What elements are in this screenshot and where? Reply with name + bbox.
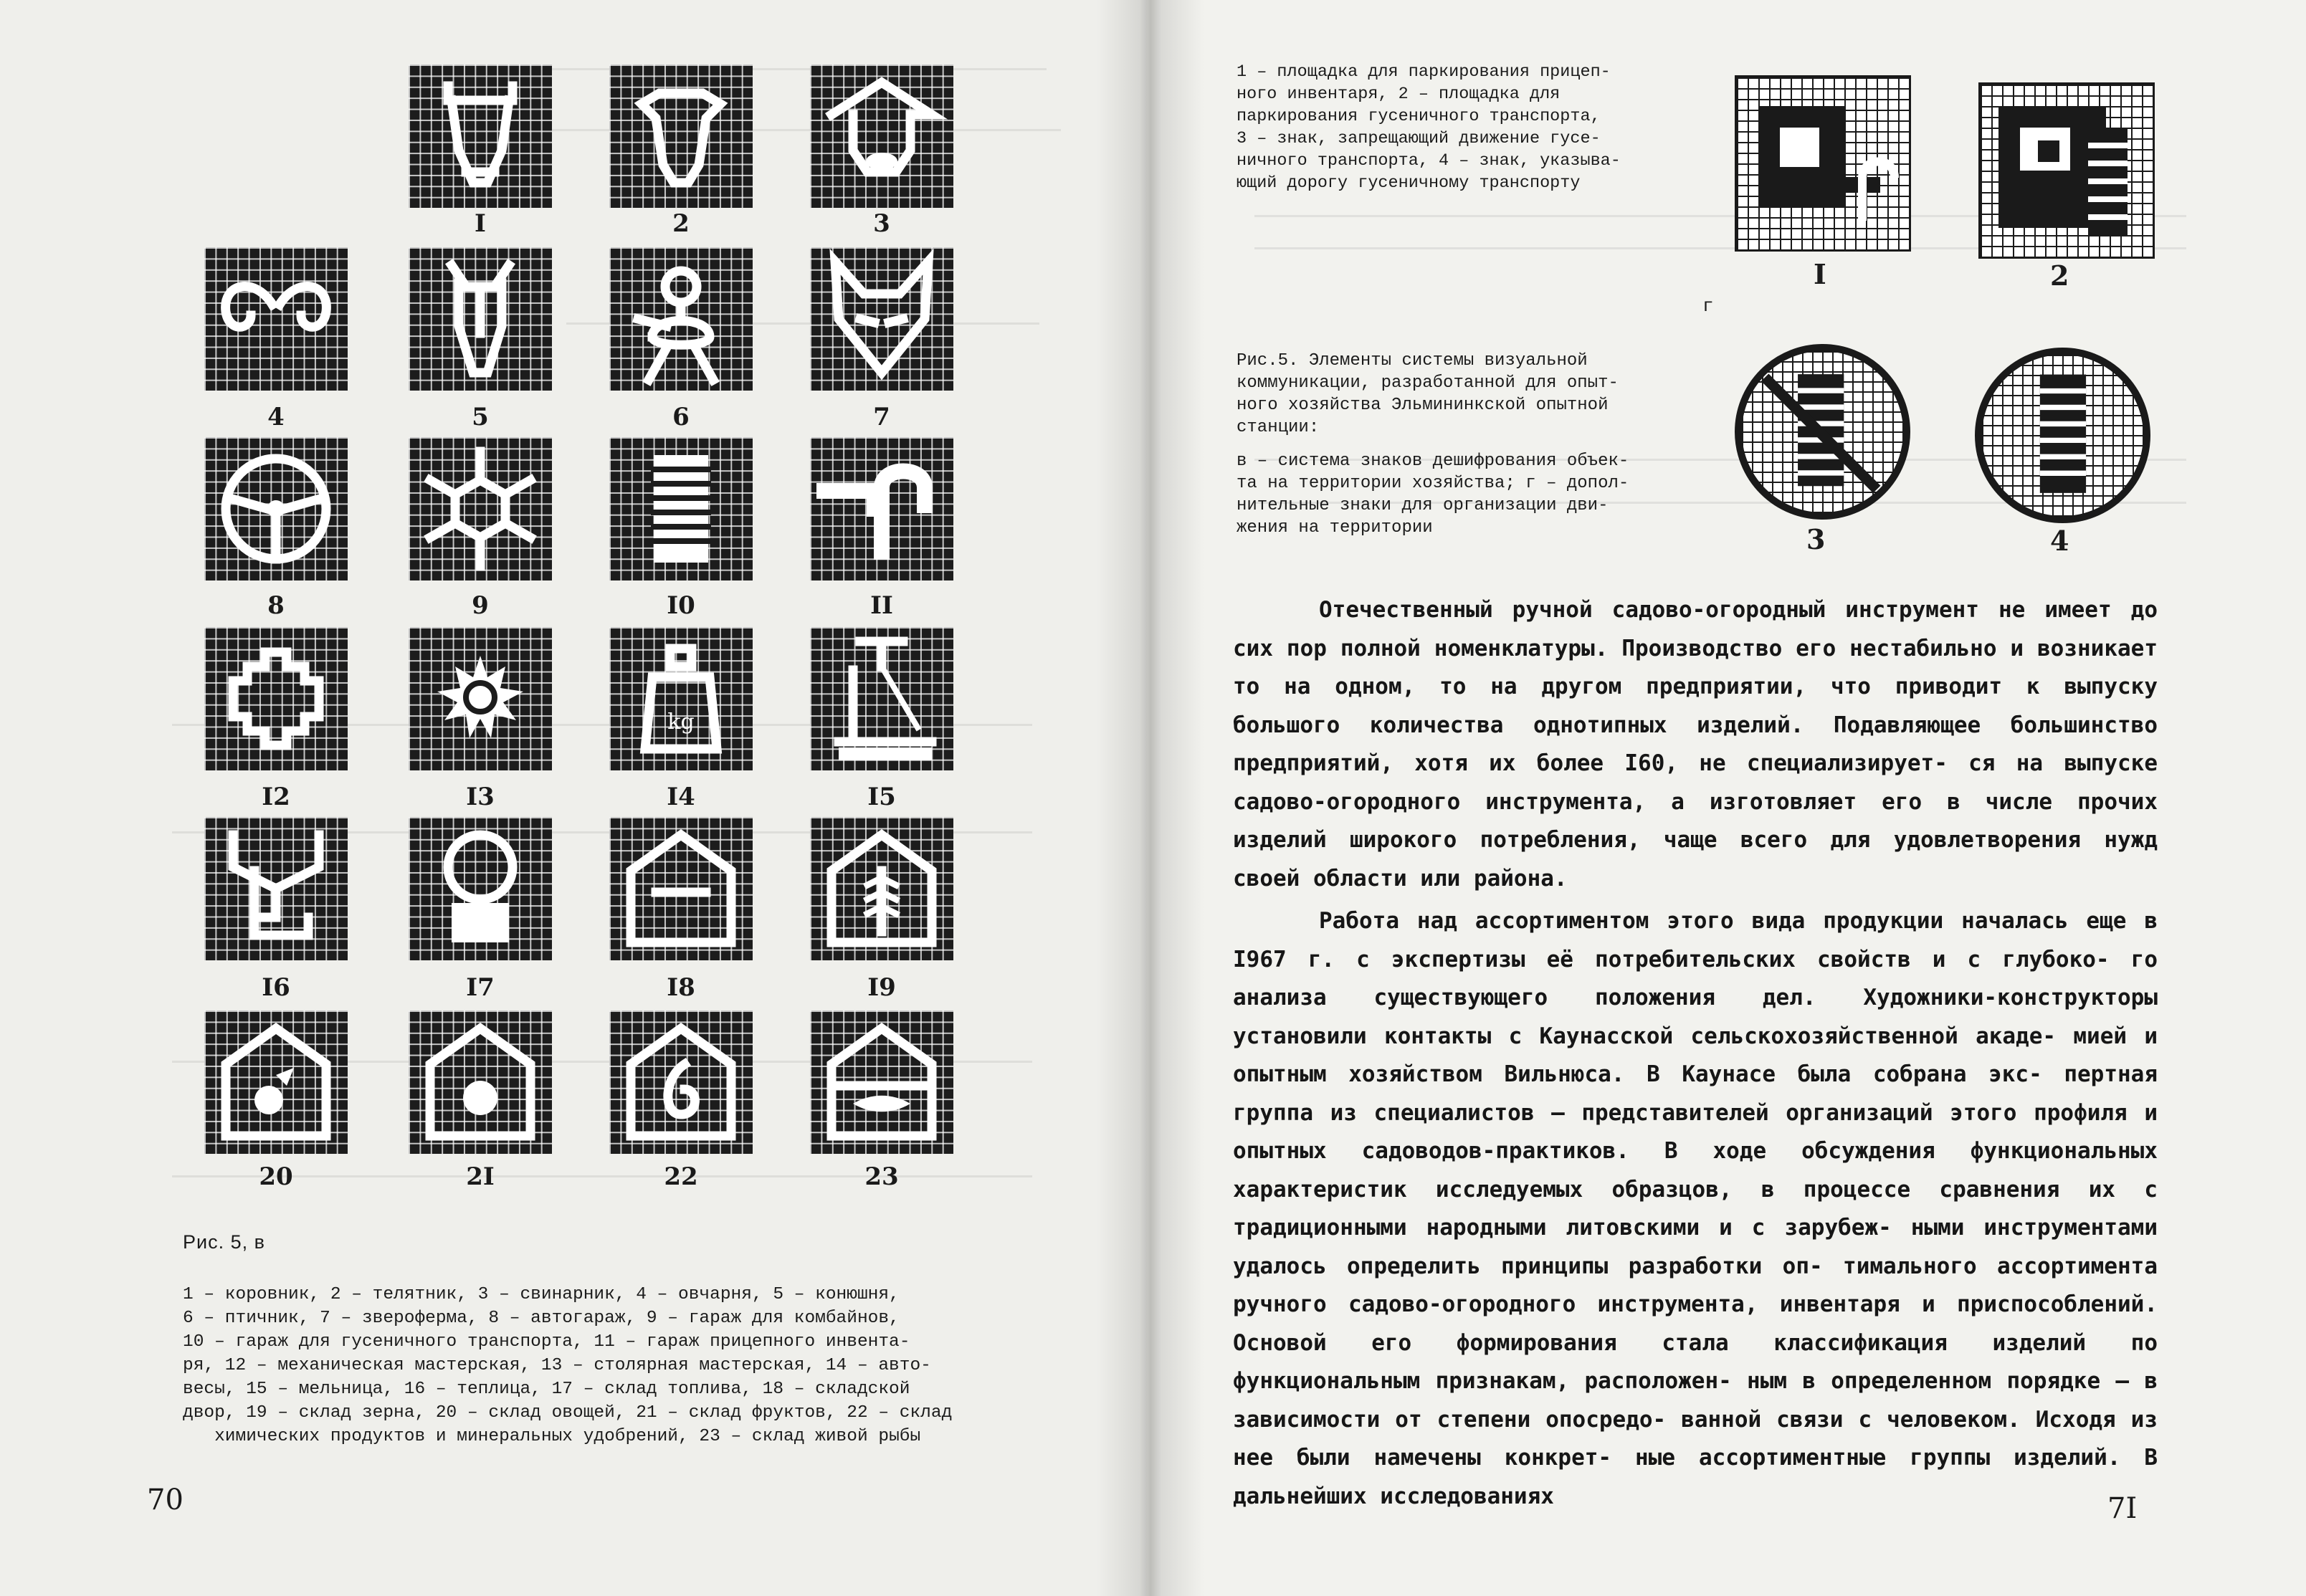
icon-number: 2 bbox=[672, 209, 690, 238]
paragraph: Работа над ассортиментом этого вида продукции началась еще в I967 г. с экспертизы её потребительских свойств и с глубоко- го анализа существующего положения дел. Художники-конструкторы установили контакты с Каунасской сельскохозяйственной акаде- мией и опытным хозяйством Вильнюса. В Каунасе была собрана экс- пертная группа из специалистов – представителей организаций этого профиля и опытных садоводов-практиков. В ходе обсуждения функциональных характеристик исследуемых образцов, в процессе сравнения их с традиционными народными литовскими и с зарубеж- ными инструментами удалось определить принципы разработки оп- тимального ассортимента ручного садово-огородного инструмента, инвентаря и приспособлений. Основой его формирования стала классификация изделий по функциональным признакам, расположен- ным в определенном порядке – в зависимости от степени опосредо- ванной связи с человеком. Исходя из нее были намечены конкрет- ные ассортиментные группы изделий. В дальнейших исследованиях bbox=[1233, 908, 2158, 1509]
caterpillar-track-icon bbox=[609, 437, 753, 580]
icon-tile-carpentry bbox=[409, 627, 552, 770]
icon-number: I0 bbox=[667, 591, 695, 620]
mill-icon bbox=[810, 627, 953, 770]
icon-number: I6 bbox=[262, 973, 290, 1002]
icon-tile-vegetable-store bbox=[204, 1010, 348, 1154]
icon-tile-grain-store bbox=[810, 817, 953, 960]
sign-legend: 1 – площадка для паркирования прицеп- ного инвентаря, 2 – площадка для паркирования гусеничного транспорта, 3 – знак, запрещающий движение гусе- ничного транспорта, 4 – знак, указыва- ющий дорогу гусеничному транспорту bbox=[1237, 62, 1621, 193]
figure-caption-title: Рис.5. Элементы системы визуальной коммуникации, разработанной для опыт- ного хозяйства Эльмининкской опытной станции: bbox=[1237, 351, 1619, 437]
icon-tile-combine-garage bbox=[409, 437, 552, 580]
icon-number: 22 bbox=[664, 1162, 698, 1191]
icon-tile-trailer-garage bbox=[810, 437, 953, 580]
icon-tile-workshop bbox=[204, 627, 348, 770]
icon-number: 6 bbox=[672, 403, 690, 431]
sign-number: 3 bbox=[1806, 523, 1826, 555]
sign-2 bbox=[1978, 82, 2155, 259]
icon-tile-car-garage bbox=[204, 437, 348, 580]
icon-number: I bbox=[475, 209, 486, 238]
icon-number: I5 bbox=[867, 783, 896, 811]
left-page bbox=[0, 0, 1147, 1596]
icon-number: 20 bbox=[259, 1162, 293, 1191]
grain-store-icon bbox=[810, 817, 953, 960]
icon-tile-bird bbox=[609, 247, 753, 391]
calf-head-icon bbox=[609, 64, 753, 208]
greenhouse-icon bbox=[204, 817, 348, 960]
sign-1 bbox=[1735, 75, 1911, 252]
steering-wheel-icon bbox=[204, 437, 348, 580]
figure-legend: 1 – коровник, 2 – телятник, 3 – свинарник, 4 – овчарня, 5 – конюшня, 6 – птичник, 7 – звероферма, 8 – автогараж, 9 – гараж для комбайнов, 10 – гараж для гусеничного транспорта, 11 – гараж прицепного инвента- ря, 12 – механическая мастерская, 13 – столярная мастерская, 14 – авто- весы, 15 – мельница, 16 – теплица, 17 – склад топлива, 18 – складской двор, 19 – склад зерна, 20 – склад овощей, 21 – склад фруктов, 22 – склад химических продуктов и минеральных удобрений, 23 – склад живой рыбы bbox=[183, 1285, 953, 1446]
icon-tile-horse bbox=[409, 247, 552, 391]
icon-number: 2I bbox=[466, 1162, 495, 1191]
icon-number: I3 bbox=[466, 783, 495, 811]
cow-head-icon bbox=[409, 64, 552, 208]
icon-tile-scales bbox=[609, 627, 753, 770]
page-number-right: 7I bbox=[2107, 1492, 2138, 1525]
fox-head-icon bbox=[810, 247, 953, 391]
icon-number: I2 bbox=[262, 783, 290, 811]
bird-icon bbox=[609, 247, 753, 391]
horse-head-icon bbox=[409, 247, 552, 391]
icon-tile-chemicals-store bbox=[609, 1010, 753, 1154]
no-tracked-vehicles-sign-icon bbox=[1742, 351, 1903, 512]
icon-number: I8 bbox=[667, 973, 695, 1002]
parking-trailer-sign-icon bbox=[1737, 77, 1909, 249]
icon-tile-pig bbox=[810, 64, 953, 208]
icon-tile-warehouse bbox=[609, 817, 753, 960]
icon-number: 5 bbox=[472, 403, 489, 431]
figure-label: Рис. 5, в bbox=[183, 1231, 265, 1253]
icon-tile-ram bbox=[204, 247, 348, 391]
icon-tile-calf bbox=[609, 64, 753, 208]
combine-reel-icon bbox=[409, 437, 552, 580]
parking-tracked-vehicle-sign-icon bbox=[1981, 85, 2153, 257]
page-number-left: 70 bbox=[147, 1483, 184, 1516]
weight-kg-icon bbox=[609, 627, 753, 770]
icon-number: 23 bbox=[864, 1162, 899, 1191]
icon-number: II bbox=[870, 591, 893, 620]
icon-tile-cow bbox=[409, 64, 552, 208]
svg-text:kg: kg bbox=[667, 709, 695, 735]
icon-tile-fish-store bbox=[810, 1010, 953, 1154]
icon-number: 4 bbox=[267, 403, 285, 431]
chemicals-store-icon bbox=[609, 1010, 753, 1154]
icon-tile-fruit-store bbox=[409, 1010, 552, 1154]
sign-3 bbox=[1735, 344, 1910, 520]
icon-number: 8 bbox=[267, 591, 285, 620]
warehouse-icon bbox=[609, 817, 753, 960]
figure-caption-body: в – система знаков дешифрования объек- та на территории хозяйства; г – допол- нительные знаки для организации дви- жения на территории bbox=[1237, 451, 1629, 537]
sign-number: I bbox=[1814, 258, 1826, 290]
gear-icon bbox=[204, 627, 348, 770]
trailer-hitch-icon bbox=[810, 437, 953, 580]
icon-tile-fuel-store bbox=[409, 817, 552, 960]
icon-tile-tracked-garage bbox=[609, 437, 753, 580]
icon-number: 3 bbox=[873, 209, 890, 238]
icon-number: 9 bbox=[472, 591, 489, 620]
sign-number: 4 bbox=[2050, 525, 2069, 557]
icon-number: I4 bbox=[667, 783, 695, 811]
icon-number: I7 bbox=[466, 973, 495, 1002]
body-text bbox=[1233, 591, 2158, 1516]
paragraph: Отечественный ручной садово-огородный инструмент не имеет до сих пор полной номенклатуры. Производство его нестабильно и возникает то на одном, то на другом предприятии, что приводит к выпуску большого количества однотипных изделий. Подавляющее большинство предприятий, хотя их более I60, не специализирует- ся на выпуске садово-огородного инструмента, а изготовляет его в числе прочих изделий широкого потребления, чаще всего для удовлетворения нужд своей области или района. bbox=[1233, 597, 2158, 892]
vegetable-store-icon bbox=[204, 1010, 348, 1154]
icon-tile-greenhouse bbox=[204, 817, 348, 960]
fish-store-icon bbox=[810, 1010, 953, 1154]
fruit-store-icon bbox=[409, 1010, 552, 1154]
saw-blade-icon bbox=[409, 627, 552, 770]
fuel-tank-icon bbox=[409, 817, 552, 960]
tracked-vehicle-route-sign-icon bbox=[1982, 355, 2143, 516]
ram-horns-icon bbox=[204, 247, 348, 391]
icon-number: 7 bbox=[873, 403, 890, 431]
pig-head-icon bbox=[810, 64, 953, 208]
group-letter: г bbox=[1702, 295, 1714, 317]
icon-tile-fox bbox=[810, 247, 953, 391]
icon-tile-mill bbox=[810, 627, 953, 770]
icon-number: I9 bbox=[867, 973, 896, 1002]
sign-4 bbox=[1975, 348, 2150, 523]
sign-number: 2 bbox=[2050, 259, 2069, 292]
